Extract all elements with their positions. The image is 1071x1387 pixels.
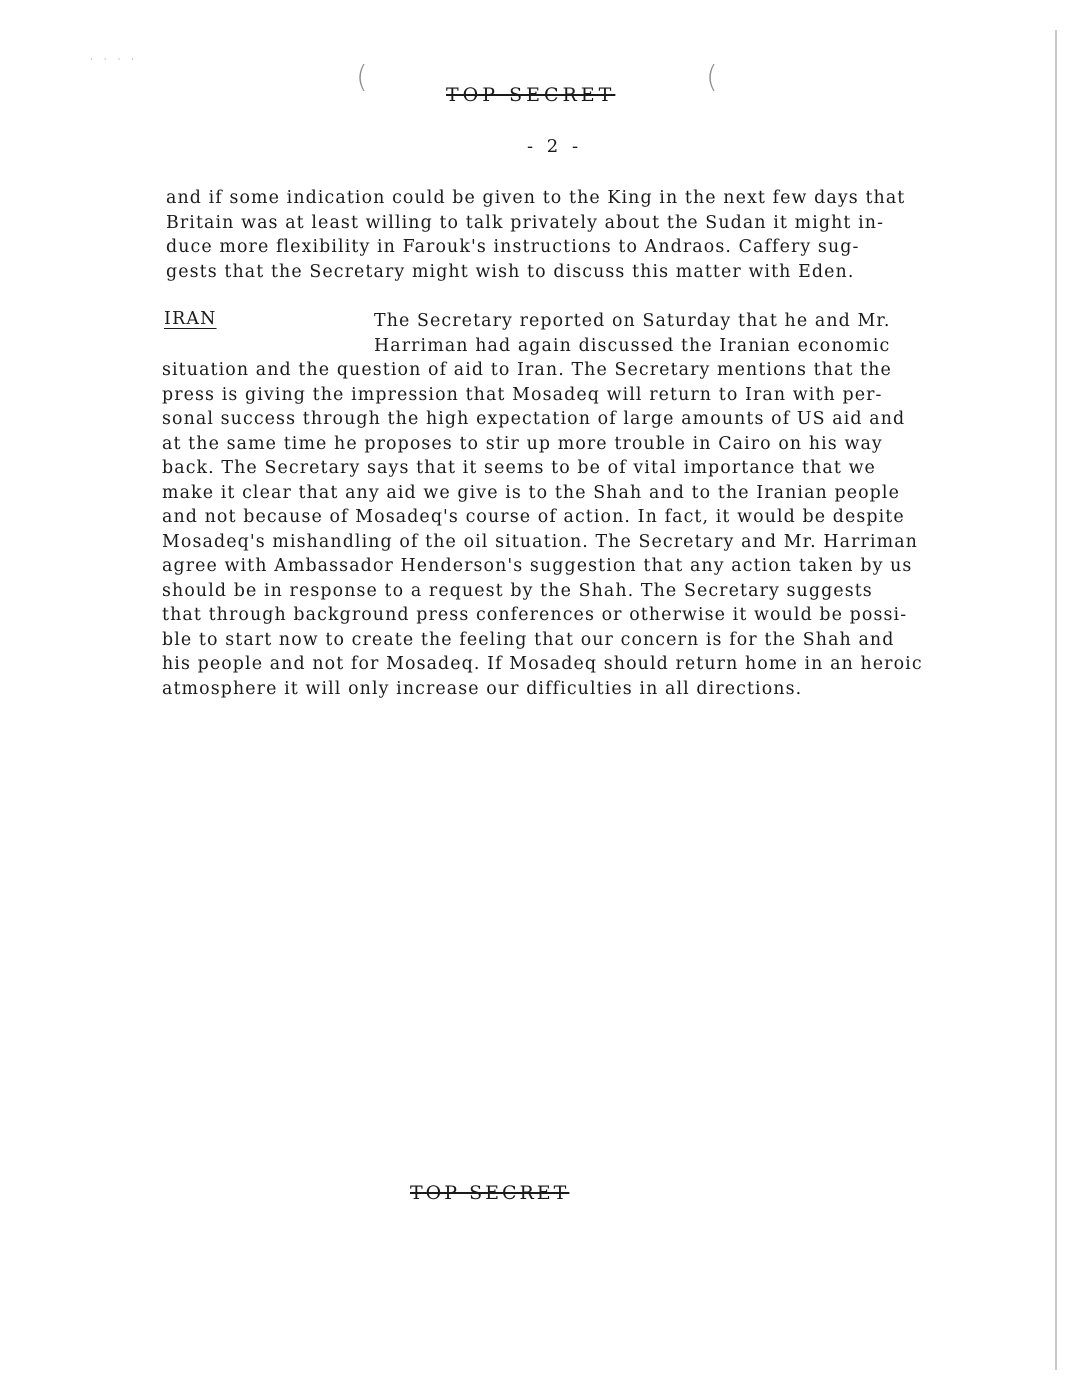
text-line: The Secretary reported on Saturday that he and Mr.	[374, 311, 891, 331]
text-line: should be in response to a request by the Shah. The Secretary suggests	[162, 580, 873, 601]
text-line: ble to start now to create the feeling that our concern is for the Shah and	[162, 629, 895, 650]
text-line: his people and not for Mosadeq. If Mosadeq should return home in an heroic	[162, 654, 923, 674]
text-line: sonal success through the high expectation of large amounts of US aid and	[162, 409, 906, 429]
text-line: Britain was at least willing to talk privately about the Sudan it might in-	[166, 212, 885, 233]
text-line: press is giving the impression that Mosadeq will return to Iran with per-	[162, 384, 883, 405]
page-edge-shadow	[1055, 30, 1057, 1370]
text-line: gests that the Secretary might wish to discuss this matter with Eden.	[166, 261, 855, 282]
text-line: and not because of Mosadeq's course of action. In fact, it would be despite	[162, 507, 905, 527]
paragraph-sudan	[166, 186, 986, 284]
text-line: at the same time he proposes to stir up more trouble in Cairo on his way	[162, 433, 883, 454]
section-heading-iran: IRAN	[164, 309, 217, 329]
paragraph-iran-indent	[374, 309, 891, 358]
text-line: Harriman had again discussed the Iranian economic	[374, 335, 891, 356]
right-paren-mark: (	[706, 60, 718, 95]
text-line: atmosphere it will only increase our difficulties in all directions.	[162, 678, 803, 699]
page-number: - 2 -	[527, 136, 583, 157]
top-classification-stamp: TOP SECRET	[446, 84, 616, 106]
text-line: Mosadeq's mishandling of the oil situation. The Secretary and Mr. Harriman	[162, 531, 918, 552]
text-line: and if some indication could be given to the King in the next few days that	[166, 188, 906, 208]
text-line: that through background press conferences or otherwise it would be possi-	[162, 605, 908, 625]
text-line: make it clear that any aid we give is to the Shah and to the Iranian people	[162, 482, 900, 503]
stray-marks: · · · ·	[90, 55, 139, 65]
text-line: duce more flexibility in Farouk's instructions to Andraos. Caffery sug-	[166, 237, 860, 257]
text-line: back. The Secretary says that it seems to be of vital importance that we	[162, 458, 876, 478]
bottom-classification-stamp: TOP SECRET	[410, 1182, 570, 1204]
left-paren-mark: (	[356, 60, 368, 95]
text-line: situation and the question of aid to Iran. The Secretary mentions that the	[162, 360, 892, 380]
paragraph-iran	[162, 358, 982, 701]
text-line: agree with Ambassador Henderson's suggestion that any action taken by us	[162, 556, 913, 576]
